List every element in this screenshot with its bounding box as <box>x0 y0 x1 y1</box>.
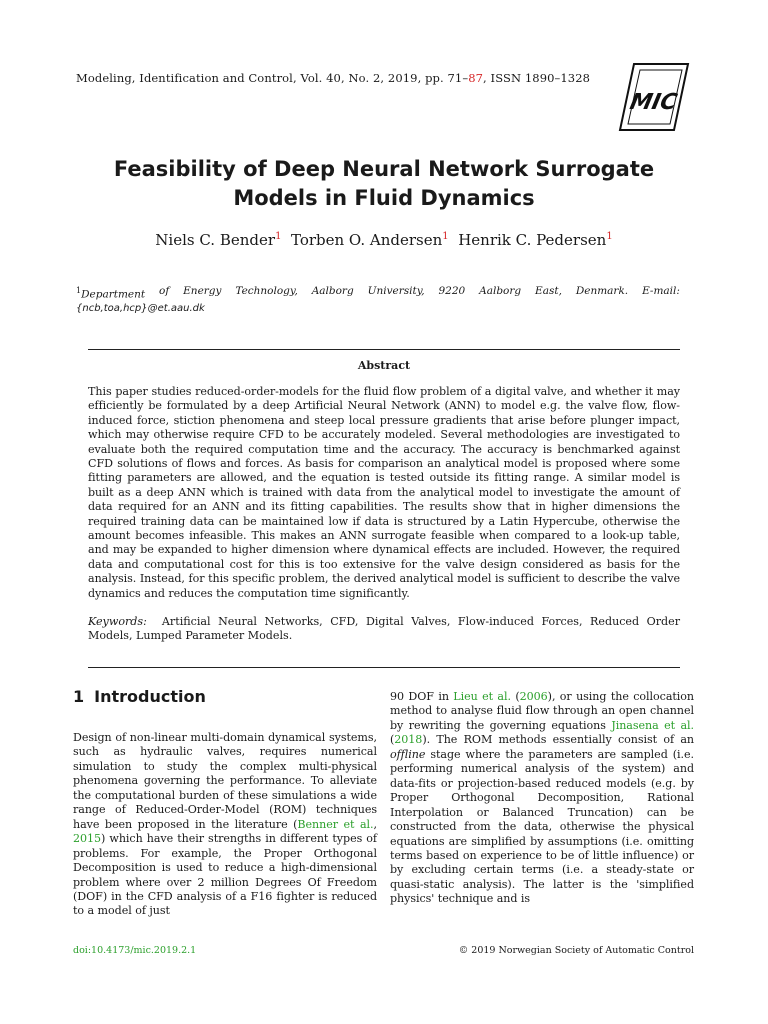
author-1-affil[interactable]: 1 <box>275 231 282 242</box>
author-2-affil[interactable]: 1 <box>442 231 449 242</box>
section-number: 1 <box>73 687 85 706</box>
paper-title <box>0 155 768 213</box>
keywords <box>88 615 680 644</box>
author-1: Niels C. Bender$^1$ <box>155 231 282 249</box>
left-column-text: Design of non-linear multi-domain dynamical systems, such as hydraulic valves, requires numerical simulation to study the complex multi-physical phenomena governing the performance. To alleviate the computational burden of these simulations a wide range of Reduced-Order-Model (ROM) techniques have been proposed in the literature (Benner et al., 2015) which have their strengths in different types of problems. For example, the Proper Orthogonal Decomposition is used to reduce a high-dimensional problem where over 2 million Degrees Of Freedom (DOF) in the CFD analysis of a F16 fighter is reduced to a model of just <box>73 731 377 918</box>
end-page-link[interactable]: 87 <box>468 71 484 85</box>
citation-benner[interactable]: Benner et al. <box>297 817 374 831</box>
abstract-text: This paper studies reduced-order-models for the fluid flow problem of a digital valve, and whether it may efficiently be formulated by a deep Artificial Neural Network (ANN) to model e.g. the valve flow, flow-induced force, stiction phenomena and steep local pressure gradients that arise before plunger impact, which may otherwise require CFD to be accurately modeled. Several methodologies are investigated to evaluate both the required computation time and the accuracy. The accuracy is benchmarked against CFD solutions of flows and forces. As basis for comparison an analytical model is proposed where some fitting parameters are allowed, and the equation is tested outside its fitting range. A similar model is built as a deep ANN which is trained with data from the analytical model to investigate the amount of data required for an ANN and its fitting capabilities. The results show that in higher dimensions the required training data can be maintained low if data is structured by a Latin Hypercube, otherwise the amount becomes infeasible. This makes an ANN surrogate feasible when compared to a look-up table, and may be expanded to higher dimension where dynamical effects are included. However, the required data and computational cost for this is too extensive for the valve design considered as basis for the analysis. Instead, for this specific problem, the derived analytical model is sufficient to describe the valve dynamics and reduces the computation time significantly. <box>88 385 680 600</box>
title-line-1: Feasibility of Deep Neural Network Surrogate <box>113 157 655 181</box>
issn: , ISSN 1890–1328 <box>483 71 591 85</box>
citation-lieu[interactable]: Lieu et al. <box>453 690 511 703</box>
abstract-bottom-rule <box>88 667 680 668</box>
section-heading <box>73 687 206 706</box>
doi-link[interactable]: doi:10.4173/mic.2019.2.1 <box>73 945 197 956</box>
author-3: Henrik C. Pedersen$^1$ <box>458 231 613 249</box>
citation-lieu-year[interactable]: 2006 <box>519 690 548 703</box>
affiliation <box>76 284 680 316</box>
title-line-2: Models in Fluid Dynamics <box>233 186 535 210</box>
journal-citation: Modeling, Identification and Control, Vol. 40, No. 2, 2019, pp. 71– <box>76 71 469 85</box>
journal-header <box>76 71 590 85</box>
affiliation-mark: 1 <box>76 286 82 295</box>
mic-journal-logo <box>618 62 690 132</box>
right-column-text: 90 DOF in Lieu et al. (2006), or using the collocation method to analyse fluid flow through an open channel by rewriting the governing equations Jinasena et al. (2018). The ROM methods essentially consist of an offline stage where the parameters are sampled (i.e. performing numerical analysis of the system) and data-fits or projection-based reduced models (e.g. by Proper Orthogonal Decomposition, Rational Interpolation or Balanced Truncation) can be constructed from the data, otherwise the physical equations are simplified by assumptions (i.e. omitting terms based on experience to be of little influence) or by excluding certain terms (i.e. a steady-state or quasi-static analysis). The latter is the 'simplified physics' technique and is <box>390 690 695 906</box>
emphasis-offline: offline <box>390 747 426 761</box>
abstract-heading: Abstract <box>357 359 411 372</box>
author-list <box>0 231 768 249</box>
copyright-notice: © 2019 Norwegian Society of Automatic Control <box>458 945 694 956</box>
keywords-label: Keywords: <box>88 615 147 628</box>
affiliation-email[interactable]: {ncb,toa,hcp}@et.aau.dk <box>76 302 205 314</box>
author-2: Torben O. Andersen$^1$ <box>290 231 449 249</box>
keywords-text: Artificial Neural Networks, CFD, Digital Valves, Flow-induced Forces, Reduced Order Models, Lumped Parameter Models. <box>88 615 680 643</box>
abstract-top-rule <box>88 349 680 350</box>
citation-jinasena[interactable]: Jinasena et al. <box>611 718 694 732</box>
author-3-affil[interactable]: 1 <box>606 231 613 242</box>
citation-jinasena-year[interactable]: 2018 <box>394 733 423 747</box>
section-title: Introduction <box>94 687 206 706</box>
citation-benner-year[interactable]: 2015 <box>73 832 102 846</box>
affiliation-line: $^1$Department of Energy Technology, Aalborg University, 9220 Aalborg East, Denmark. E-mail: <box>76 285 680 301</box>
logo-text: MIC <box>627 89 680 115</box>
